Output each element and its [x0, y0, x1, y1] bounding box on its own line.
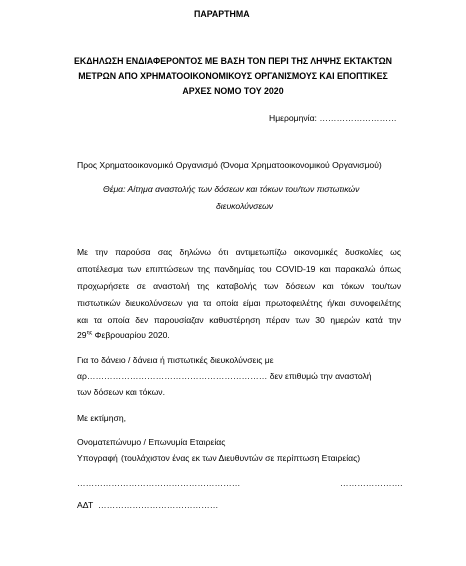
date-line: Ημερομηνία: ………………………	[269, 113, 397, 123]
signature-label: Υπογραφή	[77, 453, 118, 463]
loan-line-2: αρ……………………………………………………… δεν επιθυμώ την αναστολή	[77, 371, 372, 381]
heading-line-2: ΜΕΤΡΩΝ ΑΠΟ ΧΡΗΜΑΤΟΟΙΚΟΝΟΜΙΚΟΥΣ ΟΡΓΑΝΙΣΜΟΥΣ ΚΑΙ ΕΠΟΠΤΙΚΕΣ	[78, 71, 388, 81]
loan-line-3: των δόσεων και τόκων.	[77, 387, 165, 397]
body-line-1: Με την παρούσα σας δηλώνω ότι αντιμετωπίζω οικονομικές δυσκολίες ως	[77, 247, 401, 257]
heading-line-3: ΑΡΧΕΣ ΝΟΜΟ ΤΟΥ 2020	[182, 86, 284, 96]
body-line-2: αποτέλεσμα των επιπτώσεων της πανδημίας του COVID-19 και παρακαλώ όπως	[77, 264, 401, 274]
closing-line: Με εκτίμηση,	[77, 413, 127, 423]
body-date-number: 29	[77, 330, 87, 340]
heading-line-1: ΕΚΔΗΛΩΣΗ ΕΝΔΙΑΦΕΡΟΝΤΟΣ ΜΕ ΒΑΣΗ ΤΟΝ ΠΕΡΙ ΤΗΣ ΛΗΨΗΣ ΕΚΤΑΚΤΩΝ	[74, 56, 392, 66]
signature-dots-right: ………………….	[340, 478, 403, 488]
annex-title: ΠΑΡΑΡΤΗΜΑ	[194, 9, 250, 19]
name-label: Ονοματεπώνυμο / Επωνυμία Εταιρείας	[77, 437, 226, 447]
id-dots: ……………………………………	[98, 500, 219, 510]
body-line-6	[77, 330, 170, 341]
signature-note: (τουλάχιστον ένας εκ των Διευθυντών σε περίπτωση Εταιρείας)	[121, 453, 361, 463]
body-date-suffix: ης	[86, 330, 93, 337]
subject-line-2: διευκολύνσεων	[216, 201, 274, 211]
body-line-5: και τα οποία δεν παρουσίαζαν καθυστέρηση πέραν των 30 ημερών κατά την	[77, 315, 401, 325]
subject-line-1: Θέμα: Αίτημα αναστολής των δόσεων και τόκων του/των πιστωτικών	[103, 184, 360, 194]
body-date-rest: Φεβρουαρίου 2020.	[92, 330, 170, 340]
id-label: ΑΔΤ	[77, 500, 94, 510]
signature-dots-left: …………………………………………………	[77, 478, 241, 488]
loan-line-1: Για το δάνειο / δάνεια ή πιστωτικές διευκολύνσεις με	[77, 355, 274, 365]
body-line-3: προχωρήσετε σε αναστολή της καταβολής των δόσεων και τόκων του/των	[77, 281, 401, 291]
recipient-line: Προς Χρηματοοικονομικό Οργανισμό (Όνομα Χρηματοοικονομικού Οργανισμού)	[77, 160, 382, 170]
body-line-4: πιστωτικών διευκολύνσεων για τα οποία είμαι πρωτοφειλέτης ή/και συνοφειλέτης	[77, 298, 401, 308]
